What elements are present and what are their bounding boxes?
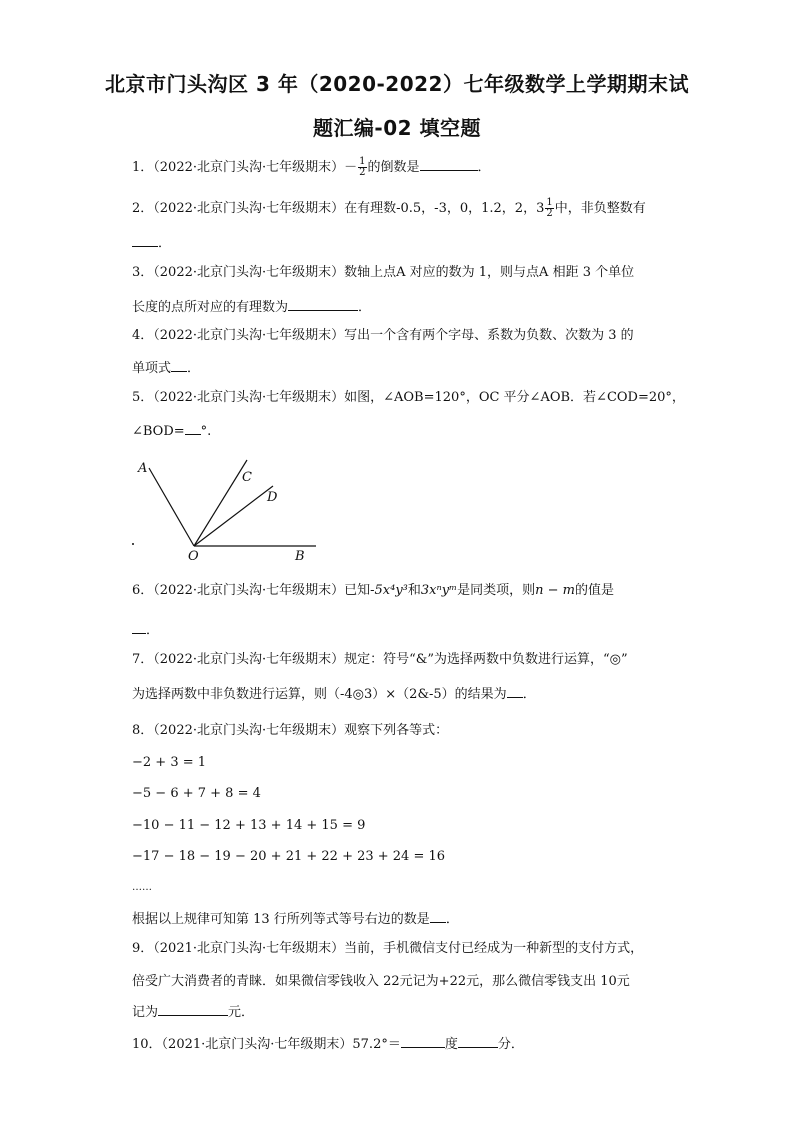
q8-equation-4: −17 − 18 − 19 − 20 + 21 + 22 + 23 + 24 = 16	[132, 849, 446, 864]
question-8-line-1: 8．（2022·北京门头沟·七年级期末）观察下列各等式：	[132, 723, 449, 738]
q8-equation-2: −5 − 6 + 7 + 8 = 4	[132, 786, 261, 801]
ray-oc	[194, 460, 247, 546]
question-1: 1．（2022·北京门头沟·七年级期末）－ $\frac{1}{2}$ 的倒数是 ．	[132, 156, 491, 178]
q8-conclusion: 根据以上规律可知第 13 行所列等式等号右边的数是 ．	[132, 912, 459, 927]
q7-answer-blank[interactable]	[507, 685, 523, 698]
q2-prefix: 2．（2022·北京门头沟·七年级期末）在有理数-0.5，-3，0，1.2，2，3	[132, 201, 545, 216]
q6-expr-3: n − m	[535, 583, 575, 598]
question-10: 10．（2021·北京门头沟·七年级期末）57.2°＝ 度 分．	[132, 1037, 524, 1052]
question-5-line-2: ∠BOD= °.	[132, 424, 212, 439]
question-9-line-1: 9．（2021·北京门头沟·七年级期末）当前，手机微信支付已经成为一种新型的支付方式，	[132, 941, 644, 956]
page-title-line-2: 题汇编-02 填空题	[312, 116, 482, 140]
q4-answer-blank[interactable]	[171, 359, 187, 372]
stray-dot	[132, 543, 134, 545]
q8-equation-3: −10 − 11 − 12 + 13 + 14 + 15 = 9	[132, 818, 366, 833]
q2-suffix: 中，非负整数有	[554, 201, 646, 216]
question-6-answer-line: ．	[132, 621, 159, 640]
question-4-line-2: 单项式 ．	[132, 361, 201, 376]
q8-equation-1: −2 + 3 = 1	[132, 755, 207, 770]
q10-degree-blank[interactable]	[401, 1035, 445, 1048]
q1-fraction: $\frac{1}{2}$	[359, 156, 366, 178]
q8-ellipsis: ……	[132, 882, 152, 893]
question-9-line-2: 倍受广大消费者的青睐．如果微信零钱收入 22元记为+22元，那么微信零钱支出 10元	[132, 974, 630, 989]
label-a: A	[138, 461, 148, 476]
ray-oa	[149, 468, 194, 546]
q9-answer-blank[interactable]	[158, 1003, 228, 1016]
q1-suffix: 的倒数是	[367, 160, 420, 175]
question-9-line-3: 记为 元．	[132, 1005, 255, 1020]
q2-answer-blank[interactable]	[132, 234, 158, 247]
q1-prefix: 1．（2022·北京门头沟·七年级期末）－	[132, 160, 358, 175]
q6-answer-blank[interactable]	[132, 621, 146, 634]
label-d: D	[267, 490, 278, 505]
q10-minute-blank[interactable]	[458, 1035, 498, 1048]
q5-answer-blank[interactable]	[185, 422, 201, 435]
question-7-line-2: 为选择两数中非负数进行运算，则（-4◎3）×（2&-5）的结果为 ．	[132, 687, 536, 702]
question-4-line-1: 4．（2022·北京门头沟·七年级期末）写出一个含有两个字母、系数为负数、次数为 3 的	[132, 328, 634, 343]
q6-expr-1: -5x⁴y³	[370, 583, 408, 598]
label-c: C	[242, 470, 252, 485]
question-7-line-1: 7．（2022·北京门头沟·七年级期末）规定：符号“&”为选择两数中负数进行运算，“◎”	[132, 652, 628, 667]
question-6: 6．（2022·北京门头沟·七年级期末）已知-5x⁴y³和3xⁿyᵐ是同类项，则n − m的值是	[132, 583, 614, 598]
question-5-line-1: 5．（2022·北京门头沟·七年级期末）如图，∠AOB=120°，OC 平分∠AOB．若∠COD=20°，	[132, 390, 685, 405]
q8-answer-blank[interactable]	[430, 910, 446, 923]
q2-fraction: $\frac{1}{2}$	[546, 197, 553, 219]
ray-od	[194, 486, 273, 546]
question-2	[132, 198, 646, 219]
q3-answer-blank[interactable]	[288, 298, 358, 311]
label-o: O	[188, 549, 199, 564]
question-3-line-1: 3．（2022·北京门头沟·七年级期末）数轴上点A 对应的数为 1，则与点A 相距 3 个单位	[132, 265, 635, 280]
q1-answer-blank[interactable]	[420, 158, 478, 171]
label-b: B	[295, 549, 305, 564]
question-2-answer-line: ．	[132, 234, 171, 253]
question-3-line-2: 长度的点所对应的有理数为 ．	[132, 300, 372, 315]
page-title-line-1: 北京市门头沟区 3 年（2020-2022）七年级数学上学期期末试	[105, 72, 689, 96]
q6-expr-2: 3xⁿyᵐ	[420, 583, 458, 598]
angle-figure	[128, 452, 328, 572]
